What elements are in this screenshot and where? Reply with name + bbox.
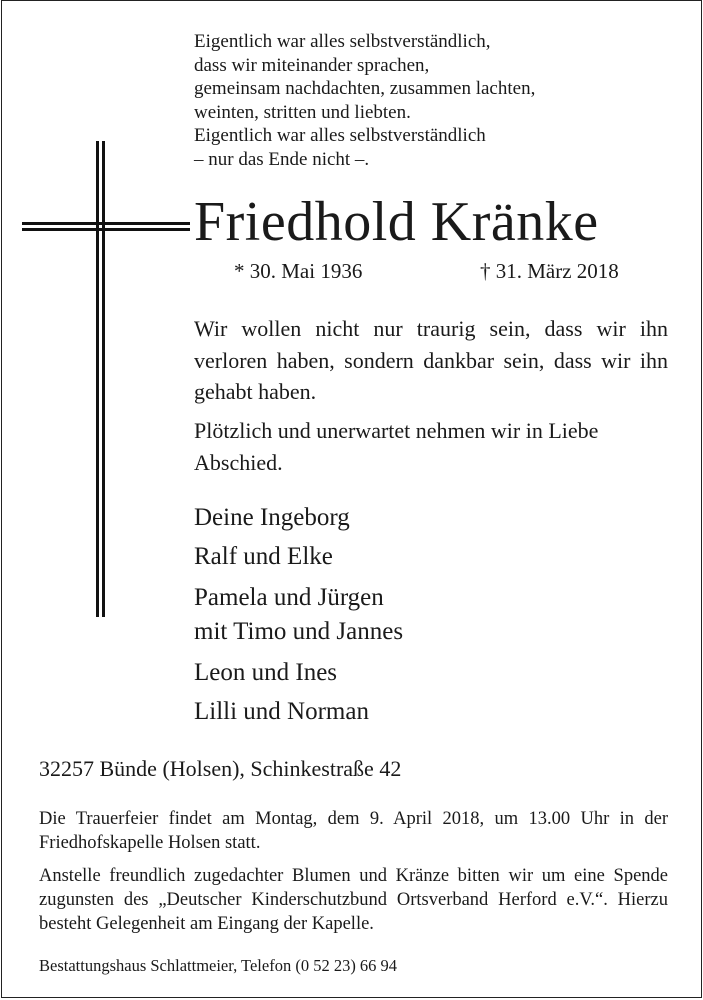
cross-icon — [2, 1, 202, 621]
poem-line: dass wir miteinander sprachen, — [194, 54, 430, 76]
mourner-entry: Lilli und Norman — [194, 698, 369, 725]
poem — [194, 30, 535, 171]
mourner-entry: Pamela und Jürgen — [194, 584, 384, 611]
poem-line: Eigentlich war alles selbstverständlich — [194, 125, 486, 146]
farewell-text: Plötzlich und unerwartet nehmen wir in Liebe Abschied. — [194, 418, 599, 475]
family-address: 32257 Bünde (Holsen), Schinkestraße 42 — [39, 756, 402, 781]
donation-notice: Anstelle freundlich zugedachter Blumen und Kränze bitten wir um eine Spende zugunsten des „Deutscher Kinderschutzbund Ortsverband Herford e.V.“. Hierzu besteht Gelegenheit am Eingang der Kapelle. — [39, 866, 668, 934]
poem-line: weinten, stritten und liebten. — [194, 101, 411, 123]
funeral-home-contact: Bestattungshaus Schlattmeier, Telefon (0 52 23) 66 94 — [39, 956, 398, 975]
obituary-notice — [1, 0, 702, 998]
mourner-entry: Deine Ingeborg — [194, 504, 350, 531]
poem-line: – nur das Ende nicht –. — [194, 148, 370, 170]
mourner-entry: Leon und Ines — [194, 659, 338, 686]
poem-line: gemeinsam nachdachten, zusammen lachten, — [194, 78, 536, 99]
deceased-name: Friedhold Kränke — [194, 191, 599, 253]
poem-line: Eigentlich war alles selbstverständlich, — [194, 31, 491, 52]
funeral-service-notice: Die Trauerfeier findet am Montag, dem 9. April 2018, um 13.00 Uhr in der Friedhofskapelle Holsen statt. — [39, 809, 668, 853]
mourner-entry: Ralf und Elke — [194, 543, 333, 570]
memorial-quote: Wir wollen nicht nur traurig sein, dass wir ihn verloren haben, sondern dankbar sein, dass wir ihn gehabt haben. — [194, 316, 668, 404]
mourner-entry: mit Timo und Jannes — [194, 618, 404, 645]
death-date: † 31. März 2018 — [480, 259, 619, 283]
birth-date: * 30. Mai 1936 — [234, 259, 363, 283]
